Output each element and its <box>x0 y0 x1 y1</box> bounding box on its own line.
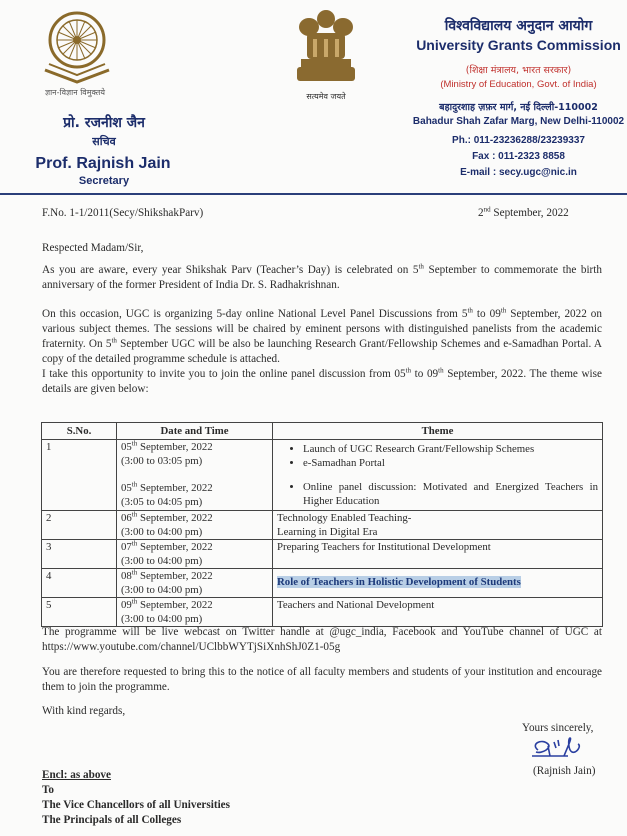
ministry-hindi: (शिक्षा मंत्रालय, भारत सरकार) <box>465 65 572 76</box>
cell-date-time: 08th September, 2022 (3:00 to 04:00 pm) <box>117 569 273 598</box>
secretary-title-hindi: सचिव <box>92 135 116 148</box>
phone-number: Ph.: 011-23236288/23239337 <box>452 135 585 146</box>
paragraph-request: You are therefore requested to bring this to the notice of all faculty members and students of your institution and encourage them to join the programme. <box>42 666 602 693</box>
emblem-motto: सत्यमेव जयते <box>306 92 346 101</box>
cell-sno: 3 <box>42 540 117 569</box>
paragraph-intro: As you are aware, every year Shikshak Parv (Teacher’s Day) is celebrated on 5th September to commemorate the birth anniversary of the former President of India Dr. S. Radhakrishnan. <box>42 262 602 291</box>
cell-theme: Preparing Teachers for Institutional Development <box>273 540 603 569</box>
cell-theme-highlighted[interactable] <box>273 569 603 598</box>
header-theme: Theme <box>273 423 603 440</box>
address-hindi: बहादुरशाह ज़फ़र मार्ग, नई दिल्ली-110002 <box>439 102 598 113</box>
file-number: F.No. 1-1/2011(Secy/ShikshakParv) <box>42 207 204 219</box>
cell-date-time: 07th September, 2022 (3:00 to 04:00 pm) <box>117 540 273 569</box>
secretary-name-hindi: प्रो. रजनीश जैन <box>63 115 145 131</box>
secretary-title: Secretary <box>78 175 130 187</box>
address: Bahadur Shah Zafar Marg, New Delhi-110002 <box>412 116 625 127</box>
highlighted-text-selection[interactable]: Role of Teachers in Holistic Development of Students <box>277 576 521 588</box>
yours-sincerely: Yours sincerely, <box>522 722 594 734</box>
paragraph-invitation: I take this opportunity to invite you to join the online panel discussion from 05th to 09th September, 2022. The theme wise details are given below: <box>42 366 602 395</box>
cell-sno: 4 <box>42 569 117 598</box>
ugc-logo-icon <box>37 8 117 86</box>
salutation: Respected Madam/Sir, <box>42 242 144 254</box>
header-date-time: Date and Time <box>117 423 273 440</box>
cell-theme: Teachers and National Development <box>273 598 603 627</box>
org-name-hindi: विश्वविद्यालय अनुदान आयोग <box>444 18 593 34</box>
header-sno: S.No. <box>42 423 117 440</box>
theme-item: • Online panel discussion: Motivated and Energized Teachers in Higher Education <box>303 480 598 508</box>
national-emblem-icon <box>287 5 365 85</box>
theme-item: • Launch of UGC Research Grant/Fellowship Schemes <box>303 442 598 456</box>
recipient: The Vice Chancellors of all Universities <box>42 799 230 811</box>
paragraph-webcast: The programme will be live webcast on Twitter handle at @ugc_india, Facebook and YouTube channel of UGC at https://www.youtube.com/channel/UClbbWYTjSiXnhShJ0Z1-05g <box>42 626 602 653</box>
fax-number: Fax : 011-2323 8858 <box>472 151 565 162</box>
email-address: E-mail : secy.ugc@nic.in <box>460 167 577 178</box>
signature-icon <box>528 736 588 762</box>
cell-sno: 2 <box>42 511 117 540</box>
cell-theme <box>273 440 603 511</box>
ministry: (Ministry of Education, Govt. of India) <box>440 79 597 90</box>
to-label: To <box>42 784 55 796</box>
ugc-motto: ज्ञान-विज्ञान विमुक्तये <box>44 88 106 97</box>
paragraph-occasion: On this occasion, UGC is organizing 5-day online National Level Panel Discussions from 5th to 09th September, 2022 on various subject themes. The sessions will be chaired by eminent persons with distinguished panelists from the academic fraternity. On 5th September UGC will be also be launching Research Grant/Fellowship Schemes and e-Samadhan Portal. A copy of the detailed programme schedule is attached. <box>42 306 602 365</box>
cell-sno: 1 <box>42 440 117 511</box>
table-row <box>42 569 603 598</box>
cell-theme: Technology Enabled Teaching- Learning in Digital Era <box>273 511 603 540</box>
cell-date-time: 05th September, 2022 (3:00 to 03:05 pm) 05th September, 2022 (3:05 to 04:05 pm) <box>117 440 273 511</box>
cell-date-time: 06th September, 2022 (3:00 to 04:00 pm) <box>117 511 273 540</box>
table-header-row <box>42 423 603 440</box>
cell-sno: 5 <box>42 598 117 627</box>
schedule-table <box>41 422 603 627</box>
table-row <box>42 440 603 511</box>
table-row <box>42 598 603 627</box>
enclosure-note: Encl: as above <box>42 769 111 781</box>
theme-item: • e-Samadhan Portal <box>303 456 598 470</box>
table-row <box>42 540 603 569</box>
header-divider <box>0 193 627 195</box>
recipient: The Principals of all Colleges <box>42 814 182 826</box>
cell-date-time: 09th September, 2022 (3:00 to 04:00 pm) <box>117 598 273 627</box>
table-row <box>42 511 603 540</box>
letter-date: 2nd September, 2022 <box>478 205 569 219</box>
closing-regards: With kind regards, <box>42 705 126 717</box>
org-name: University Grants Commission <box>416 37 621 53</box>
signer-name: (Rajnish Jain) <box>533 765 596 777</box>
secretary-name: Prof. Rajnish Jain <box>35 155 171 172</box>
